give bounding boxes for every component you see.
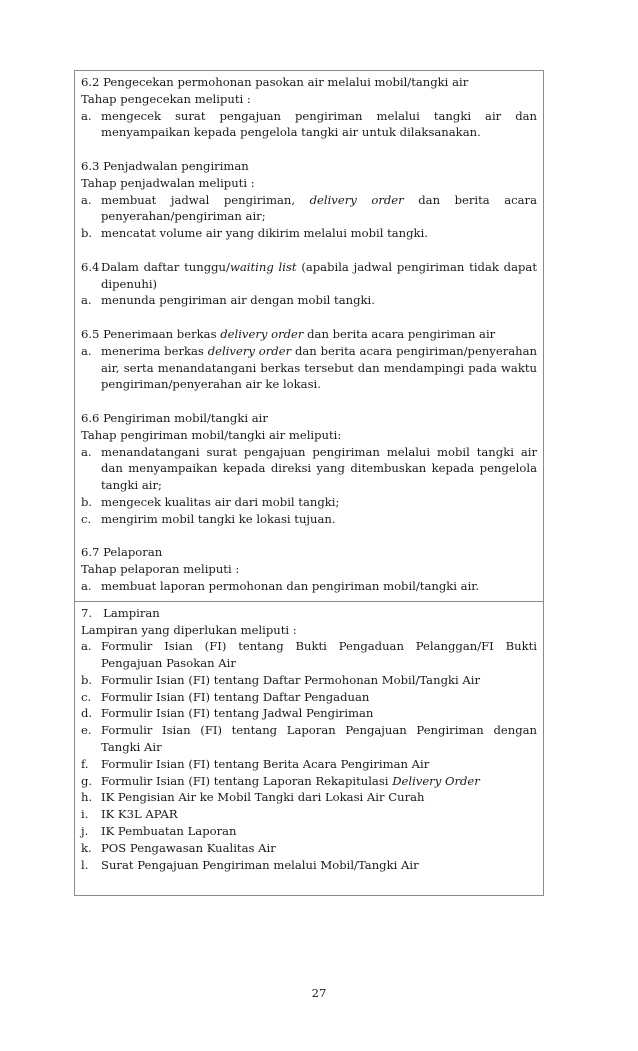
item-text: Surat Pengajuan Pengiriman melalui Mobil/Tangki Air [101, 857, 419, 872]
item-text: membuat laporan permohonan dan pengiriman mobil/tangki air. [101, 578, 480, 593]
list-item [81, 343, 537, 393]
list-item [81, 756, 537, 773]
section-6-4 [81, 259, 537, 309]
item-label: b. [81, 226, 93, 241]
list-item [81, 444, 537, 494]
section-intro: Lampiran yang diperlukan meliputi : [81, 622, 297, 637]
item-label: a. [81, 343, 92, 358]
list-item [81, 108, 537, 142]
list-item [81, 578, 537, 595]
item-label: j. [81, 824, 89, 839]
section-intro: Tahap pelaporan meliputi : [81, 562, 240, 577]
list-item [81, 511, 537, 528]
section-title: 6.6 Pengiriman mobil/tangki air [81, 410, 268, 425]
item-label: a. [81, 639, 92, 654]
attachments-cell [75, 601, 543, 896]
page-number: 27 [311, 986, 327, 1000]
item-emphasis: Delivery Order [392, 773, 480, 788]
item-text: mengecek kualitas air dari mobil tangki; [101, 494, 340, 509]
item-text: menerima berkas delivery order dan berita acara pengiriman/penyerahan air, serta menandatangani berkas tersebut dan mendampingi pada waktu pengiriman/penyerahan air ke lokasi. [101, 343, 538, 392]
section-title: 7. Lampiran [81, 605, 160, 620]
item-text: Formulir Isian (FI) tentang Laporan Rekapitulasi Delivery Order [101, 773, 480, 788]
item-label: b. [81, 672, 93, 687]
item-label: d. [81, 706, 93, 721]
item-text: Formulir Isian (FI) tentang Bukti Pengaduan Pelanggan/FI Bukti Pengajuan Pasokan Air [101, 639, 537, 671]
section-title [81, 259, 537, 293]
list-item [81, 789, 537, 806]
list-item [81, 689, 537, 706]
section-6-2 [81, 74, 537, 141]
item-text: membuat jadwal pengiriman, delivery order dan berita acara penyerahan/pengiriman air; [101, 192, 538, 224]
section-number: 6.4 [81, 259, 100, 274]
section-6-6 [81, 410, 537, 528]
title-emphasis: waiting list [229, 259, 297, 274]
item-label: b. [81, 494, 93, 509]
item-text: Formulir Isian (FI) tentang Daftar Permohonan Mobil/Tangki Air [101, 672, 481, 687]
item-text: mencatat volume air yang dikirim melalui mobil tangki. [101, 226, 428, 241]
item-emphasis: delivery order [309, 192, 404, 207]
list-item [81, 806, 537, 823]
procedure-table [74, 70, 544, 896]
title-emphasis: delivery order [220, 326, 304, 341]
item-emphasis: delivery order [207, 343, 292, 358]
item-label: g. [81, 773, 93, 788]
section-6-3 [81, 158, 537, 242]
list-item [81, 292, 537, 309]
item-text: IK Pembuatan Laporan [101, 824, 237, 839]
item-label: c. [81, 689, 92, 704]
list-item [81, 705, 537, 722]
item-text: Formulir Isian (FI) tentang Berita Acara Pengiriman Air [101, 756, 430, 771]
item-text: Formulir Isian (FI) tentang Laporan Pengajuan Pengiriman dengan Tangki Air [101, 723, 537, 755]
item-text: mengirim mobil tangki ke lokasi tujuan. [101, 511, 336, 526]
section-6-7 [81, 544, 537, 594]
item-text: menandatangani surat pengajuan pengiriman melalui mobil tangki air dan menyampaikan kepada direksi yang ditembuskan kepada pengelola tangki air; [101, 444, 537, 493]
item-label: a. [81, 293, 92, 308]
list-item [81, 722, 537, 756]
item-label: l. [81, 857, 89, 872]
list-item [81, 773, 537, 790]
section-title: 6.3 Penjadwalan pengiriman [81, 158, 249, 173]
list-item [81, 857, 537, 874]
item-label: i. [81, 807, 89, 822]
item-label: a. [81, 578, 92, 593]
item-text: IK Pengisian Air ke Mobil Tangki dari Lokasi Air Curah [101, 790, 425, 805]
list-item [81, 840, 537, 857]
list-item [81, 638, 537, 672]
list-item [81, 823, 537, 840]
item-text: Formulir Isian (FI) tentang Jadwal Pengiriman [101, 706, 374, 721]
procedure-cell [75, 71, 543, 601]
section-7 [81, 605, 537, 874]
section-intro: Tahap pengiriman mobil/tangki air meliputi: [81, 427, 342, 442]
item-label: e. [81, 723, 92, 738]
section-title: 6.2 Pengecekan permohonan pasokan air melalui mobil/tangki air [81, 75, 469, 89]
list-item [81, 225, 537, 242]
item-label: a. [81, 444, 92, 459]
item-text: Formulir Isian (FI) tentang Daftar Pengaduan [101, 689, 370, 704]
item-label: a. [81, 192, 92, 207]
section-title: 6.5 Penerimaan berkas delivery order dan berita acara pengiriman air [81, 326, 496, 341]
item-text: IK K3L APAR [101, 807, 178, 822]
section-title-text: Dalam daftar tunggu/waiting list (apabila jadwal pengiriman tidak dapat dipenuhi) [101, 259, 537, 291]
item-label: f. [81, 756, 89, 771]
section-intro: Tahap penjadwalan meliputi : [81, 175, 255, 190]
section-title: 6.7 Pelaporan [81, 545, 163, 560]
item-text: mengecek surat pengajuan pengiriman melalui tangki air dan menyampaikan kepada pengelola tangki air untuk dilaksanakan. [101, 108, 537, 140]
item-text: POS Pengawasan Kualitas Air [101, 840, 276, 855]
item-label: k. [81, 840, 92, 855]
item-label: c. [81, 511, 92, 526]
list-item [81, 192, 537, 226]
list-item [81, 494, 537, 511]
item-text: menunda pengiriman air dengan mobil tangki. [101, 293, 375, 308]
section-intro: Tahap pengecekan meliputi : [81, 91, 251, 106]
item-label: h. [81, 790, 93, 805]
list-item [81, 672, 537, 689]
item-label: a. [81, 108, 92, 123]
section-6-5 [81, 326, 537, 393]
